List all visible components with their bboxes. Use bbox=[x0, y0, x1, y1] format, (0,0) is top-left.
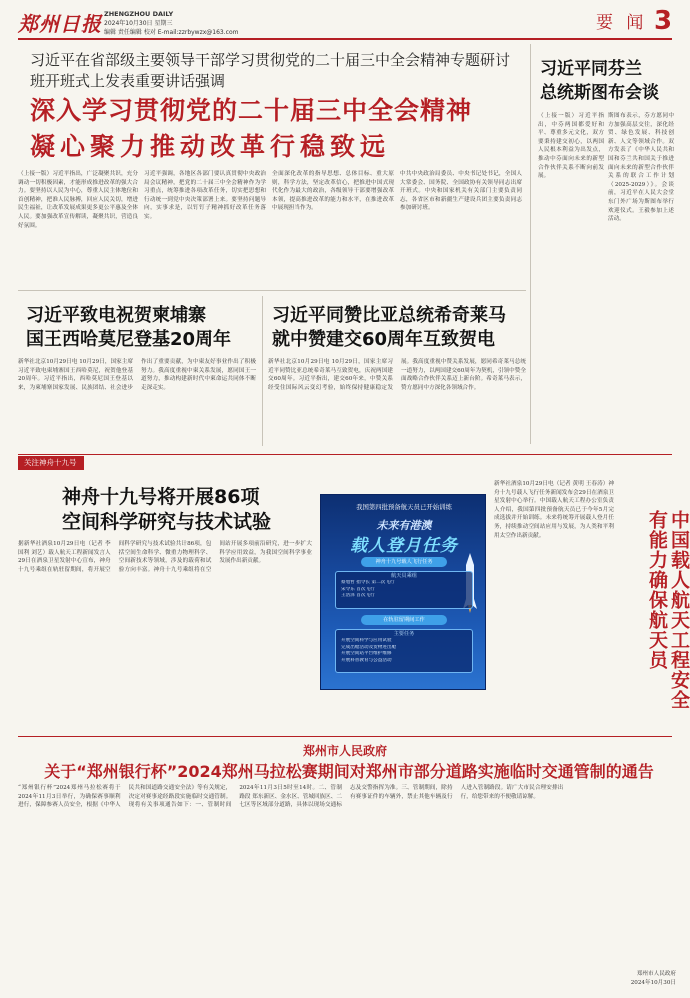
story3-headline-line1: 习近平同赞比亚总统希奇莱马 bbox=[272, 305, 506, 326]
issue-date: 2024年10月30日 星期三 bbox=[104, 20, 173, 27]
sidebar-body-col2 bbox=[608, 112, 674, 442]
notice-signoff bbox=[580, 970, 676, 987]
story4-headline-line1: 神舟十九号将开展86项 bbox=[62, 486, 260, 508]
story3-headline-line2: 就中赞建交60周年互致贺电 bbox=[272, 329, 496, 350]
lead-headline-line2: 凝心聚力推动改革行稳致远 bbox=[30, 132, 391, 161]
story5-vertical-title-right: 中国载人航天工程安全 bbox=[668, 510, 690, 710]
task-item: 开展空间科学与应用试验 bbox=[341, 638, 392, 643]
masthead bbox=[18, 6, 672, 40]
signoff-org: 郑州市人民政府 bbox=[636, 971, 676, 977]
infographic-subtitle: 未来有港澳 bbox=[376, 519, 432, 532]
story4-headline-line2: 空间科学研究与技术试验 bbox=[62, 511, 272, 533]
task-item: 完成出舱活动及货物进出舱 bbox=[341, 644, 397, 650]
lead-body-col1 bbox=[18, 170, 138, 282]
story3-body bbox=[268, 358, 526, 446]
sidebar-body: 斯图布表示，芬方愿同中方加强高层交往，深化经贸、绿色发展、科技创新、人文等领域合作。双方发表了《中华人民共和国和芬兰共和国关于推进面向未来的新型合作伙伴关系的联合工作计划（2025-2029）》。会谈前，习近平在人民大会堂东门外广场为斯图布举行欢迎仪式。王毅参加上述活动。 bbox=[608, 113, 674, 223]
notice-rule bbox=[18, 736, 672, 737]
story5-vertical-title-left: 有能力确保航天员 bbox=[646, 510, 668, 670]
infographic-pill-1: 神舟十九号载人飞行任务 bbox=[361, 557, 447, 567]
sidebar-body-col1 bbox=[538, 112, 604, 442]
lead-col4: 中共中央政治局委员、中央书记处书记，全国人大常委会、国务院、全国政协有关领导同志出席开班式。中央和国家机关有关部门主要负责同志，各省区市和新疆生产建设兵团主要负责同志参加研讨班。 bbox=[400, 171, 522, 212]
lead-col2: 习近平强调，各地区各部门要认真贯彻中央政治局会议精神，把党的二十届三中全会精神作为学习重点，统筹推进各项改革任务，切实把思想和行动统一到党中央决策部署上来。要坚持问题导向，实事求是，以钉钉子精神抓好改革任务落实。 bbox=[144, 171, 266, 220]
story2-headline-line1: 习近平致电祝贺柬埔寨 bbox=[26, 305, 206, 326]
crew-box-title: 航天员乘组 bbox=[391, 573, 417, 579]
tasks-box-title: 主要任务 bbox=[393, 631, 415, 637]
story3-text: 新华社北京10月29日电 10月29日，国家主席习近平同赞比亚总统希奇莱马互致贺电，庆祝两国建交60周年。习近平指出，建交60年来，中赞关系经受住国际风云变幻考验，始终保持健康稳定发展。我高度重视中赞关系发展，愿同希奇莱马总统一道努力，以两国建交60周年为契机，引领中赞全面战略合作伙伴关系迈上新台阶。希奇莱马表示，赞方愿同中方深化各领域合作。 bbox=[268, 359, 526, 391]
sidebar-lede: （上接一版）习近平指出，中芬两国都爱好和平、尊重多元文化，双方要秉持建交初心，以两国人民根本利益为出发点，推动中芬面向未来的新型合作伙伴关系不断向前发展。 bbox=[538, 113, 604, 180]
sidebar-headline-line2: 总统斯图布会谈 bbox=[540, 83, 659, 103]
infographic-main-title: 载人登月任务 bbox=[350, 536, 458, 556]
notice-title: 关于“郑州银行杯”2024郑州马拉松赛期间对郑州市部分道路实施临时交通管制的通告 bbox=[44, 762, 654, 781]
crew-item: 蔡旭哲 指令长 第二次飞行 bbox=[341, 580, 395, 585]
lead-col3: 全面深化改革的指导思想、总体目标、重大原则，科学方法，坚定改革信心，把推进中国式现代化作为最大的政治，各级领导干部要增强改革本领，提高推进改革的能力和水平，在推进改革中展现担当作为。 bbox=[272, 171, 394, 212]
section-name: 要 闻 bbox=[596, 13, 648, 33]
column-rule bbox=[530, 44, 531, 444]
lead-headline-line1: 深入学习贯彻党的二十届三中全会精神 bbox=[30, 96, 473, 125]
lead-body-col3 bbox=[272, 170, 394, 282]
infographic-pill-2: 在轨驻留期间工作 bbox=[361, 615, 447, 625]
story4-text: 据新华社酒泉10月29日电（记者 李国利 刘艺）载人航天工程新闻发言人29日在酒泉卫星发射中心宣布，神舟十九号乘组在轨驻留期间，将开展空间科学研究与技术试验共计86项，包括空间生命科学、微重力物理科学、空间新技术等领域，涉及的载荷和试验方向丰富。神舟十九号乘组将在空间站开展多项前沿研究，进一步扩大科学应用效益，为我国空间科学事业发展作出新贡献。 bbox=[18, 541, 312, 573]
crew-item: 王浩泽 首次飞行 bbox=[341, 593, 375, 599]
paper-english-name: ZHENGZHOU DAILY bbox=[104, 10, 174, 18]
infographic-crew-box bbox=[335, 571, 473, 609]
infographic-tasks-box bbox=[335, 629, 473, 673]
crew-item: 宋令东 首次飞行 bbox=[341, 586, 375, 592]
story5-text: 新华社酒泉10月29日电（记者 黄明 王春涛）神舟十九号载人飞行任务新闻发布会29日在酒泉卫星发射中心举行。中国载人航天工程办公室负责人介绍，我国第四批预备航天员已于今年5月完成选拔并开始训练。未来将统筹开展载人登月任务，持续推动空间站应用与发展，为人类和平利用太空作出新贡献。 bbox=[494, 481, 614, 539]
signoff-date: 2024年10月30日 bbox=[630, 979, 676, 986]
section-rule bbox=[18, 454, 672, 455]
staff-line: 编辑 责任编辑 校对 E-mail:zzrbywzx@163.com bbox=[104, 29, 239, 36]
story2-body bbox=[18, 358, 256, 446]
paper-logo: 郑州日报 bbox=[18, 12, 102, 36]
sidebar-headline-line1: 习近平同芬兰 bbox=[540, 59, 642, 79]
tasks-list bbox=[336, 638, 472, 664]
notice-body bbox=[18, 784, 674, 968]
infographic-top-line: 我国第四批预备航天员已开始训练 bbox=[356, 503, 452, 511]
crew-list bbox=[336, 580, 472, 600]
story2-text: 新华社北京10月29日电 10月29日，国家主席习近平致电柬埔寨国王西哈莫尼，祝贺他登基20周年。习近平指出，西哈莫尼国王登基以来，为柬埔寨国家发展、民族团结、社会进步作出了重要贡献，为中柬友好事业作出了积极努力。我高度重视中柬关系发展，愿同国王一道努力，推动构建新时代中柬命运共同体不断走深走实。 bbox=[18, 359, 256, 391]
task-item: 开展空间站平台维护维修 bbox=[341, 651, 392, 657]
mission-infographic bbox=[320, 494, 486, 690]
story5-body bbox=[494, 480, 614, 730]
lead-body-col2 bbox=[144, 170, 266, 282]
notice-text: “郑州银行杯”2024郑州马拉松赛将于2024年11月3日举行，为确保赛事顺利进行，保障参赛人员安全，根据《中华人民共和国道路交通安全法》等有关规定，决定对赛事途经路段实施临时交通管制。现将有关事项通告如下：一、管制时间 2024年11月3日5时至14时。二、管制路段 郑东新区、金水区、管城回族区、二七区等区域部分道路，具体以现场交通标志及交警指挥为准。三、管制期间，除持有赛事证件的车辆外，禁止其他车辆及行人进入管制路段。请广大市民合理安排出行，给您带来的不便敬请谅解。 bbox=[18, 785, 564, 809]
notice-org: 郑州市人民政府 bbox=[302, 744, 387, 758]
lead-lede: （上接一版）习近平指出，广泛凝聚共识，充分调动一切积极因素，才能形成推进改革的强大合力。要坚持以人民为中心，尊重人民主体地位和首创精神，把准人民脉搏，回应人民关切，增进民生福祉，让改革发展成果更多更公平惠及全体人民。要加强改革宣传解读，凝聚共识，营造良好氛围。 bbox=[18, 171, 138, 229]
page-number: 3 bbox=[654, 6, 673, 36]
masthead-meta bbox=[104, 10, 238, 37]
story2-headline-line2: 国王西哈莫尼登基20周年 bbox=[26, 329, 232, 350]
feature-tag: 关注神舟十九号 bbox=[18, 456, 84, 470]
lead-subhead: 习近平在省部级主要领导干部学习贯彻党的二十届三中全会精神专题研讨班开班式上发表重要讲话强调 bbox=[30, 51, 511, 90]
divider bbox=[18, 290, 526, 291]
column-rule bbox=[262, 296, 263, 446]
lead-body-col4 bbox=[400, 170, 522, 282]
story4-body bbox=[18, 540, 312, 730]
task-item: 开展科普教育与公益活动 bbox=[341, 657, 392, 663]
